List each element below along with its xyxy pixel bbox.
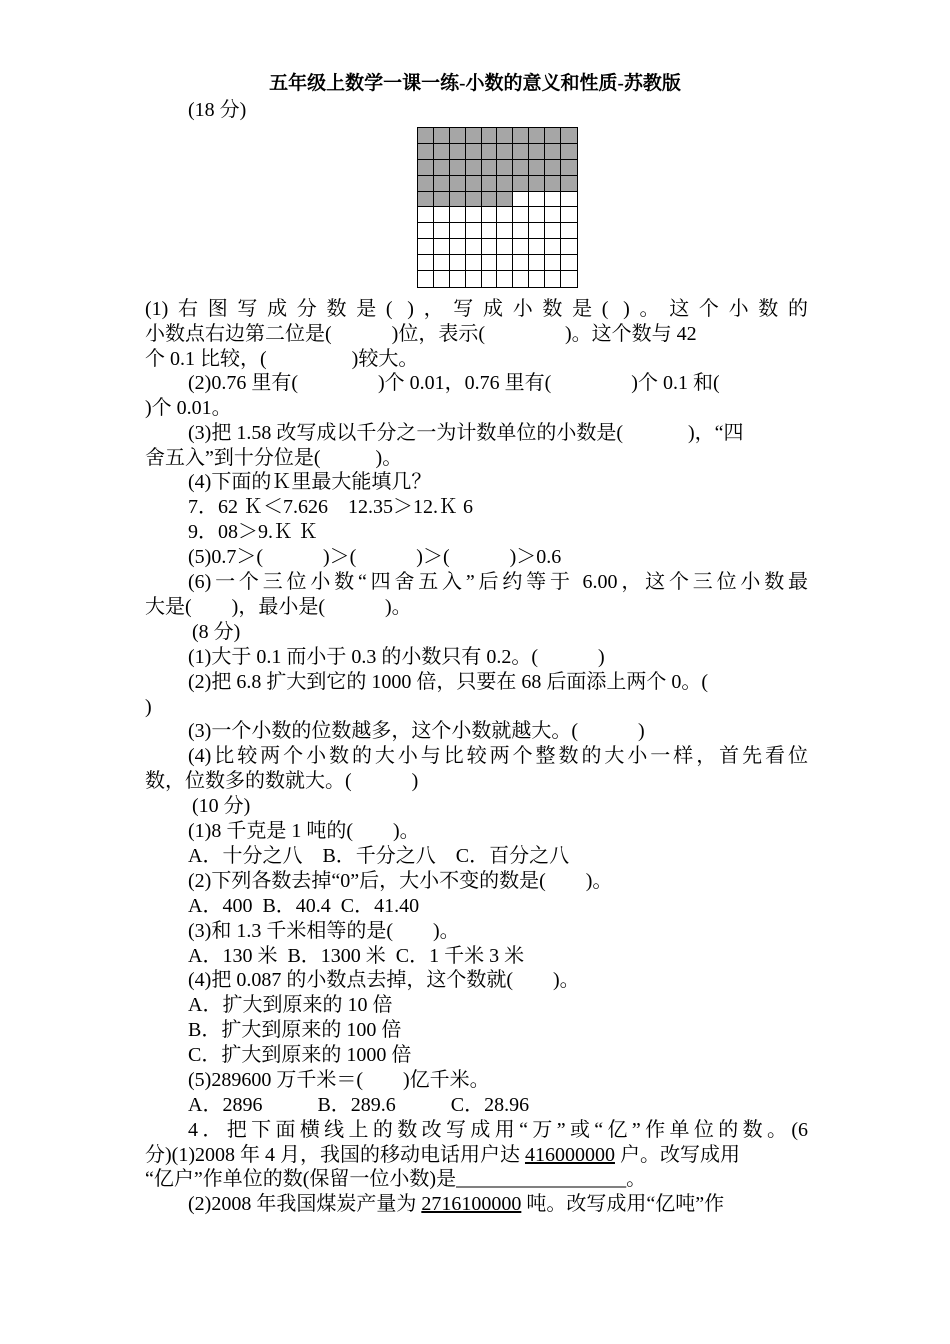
grid-cell-shaded bbox=[466, 192, 482, 208]
grid-cell-shaded bbox=[434, 144, 450, 160]
grid-cell bbox=[561, 271, 577, 287]
grid-cell bbox=[561, 239, 577, 255]
s1-q4-line-1: (4)下面的Ｋ里最大能填几？ bbox=[188, 471, 432, 493]
s4-intro: 4．把下面横线上的数改写成用“万”或“亿”作单位的数。(6 bbox=[188, 1119, 808, 1141]
grid-cell bbox=[418, 255, 434, 271]
grid-cell bbox=[529, 239, 545, 255]
grid-cell-shaded bbox=[466, 144, 482, 160]
s2-q4-line-1: (4)比较两个小数的大小与比较两个整数的大小一样，首先看位 bbox=[188, 745, 808, 767]
grid-cell bbox=[450, 271, 466, 287]
s1-q6-line-2: 大是( )，最小是( )。 bbox=[145, 596, 412, 618]
grid-cell-shaded bbox=[482, 176, 498, 192]
s4-line-2-text-a: 分)(1)2008 年 4 月，我国的移动电话用户达 bbox=[145, 1144, 520, 1166]
grid-cell bbox=[561, 255, 577, 271]
s3-q3-options: A．130 米 B．1300 米 C．1 千米 3 米 bbox=[188, 945, 525, 967]
section-3-score: (10 分) bbox=[192, 795, 251, 817]
s3-q1-options: A．十分之八 B．千分之八 C．百分之八 bbox=[188, 845, 570, 867]
s4-line-2 bbox=[145, 1143, 740, 1168]
grid-cell-shaded bbox=[561, 144, 577, 160]
s1-q3-line-2: 舍五入”到十分位是( )。 bbox=[145, 447, 403, 469]
grid-cell bbox=[529, 271, 545, 287]
grid-cell bbox=[466, 239, 482, 255]
grid-cell bbox=[434, 239, 450, 255]
s3-q4-option-c: C．扩大到原来的 1000 倍 bbox=[188, 1044, 412, 1066]
grid-cell bbox=[434, 207, 450, 223]
grid-cell-shaded bbox=[482, 192, 498, 208]
grid-cell-shaded bbox=[482, 144, 498, 160]
grid-cell-shaded bbox=[497, 144, 513, 160]
grid-cell bbox=[545, 239, 561, 255]
grid-cell-shaded bbox=[513, 128, 529, 144]
grid-cell-shaded bbox=[497, 192, 513, 208]
grid-cell-shaded bbox=[561, 176, 577, 192]
s3-q5-options: A．2896 B．289.6 C．28.96 bbox=[188, 1094, 530, 1116]
grid-cell bbox=[450, 223, 466, 239]
grid-cell bbox=[482, 223, 498, 239]
grid-cell bbox=[529, 223, 545, 239]
s2-q2-line-2: ) bbox=[145, 696, 152, 718]
grid-cell-shaded bbox=[497, 176, 513, 192]
grid-cell-shaded bbox=[418, 144, 434, 160]
s3-q2-options: A．400 B．40.4 C．41.40 bbox=[188, 895, 420, 917]
s1-q5: (5)0.7＞( )＞( )＞( )＞0.6 bbox=[188, 546, 562, 568]
s1-q6-line-1: (6)一个三位小数“四舍五入”后约等于 6.00，这个三位小数最 bbox=[188, 571, 808, 593]
grid-cell-shaded bbox=[418, 128, 434, 144]
grid-cell bbox=[545, 271, 561, 287]
section-2-score: (8 分) bbox=[192, 621, 241, 643]
grid-cell bbox=[434, 223, 450, 239]
grid-cell bbox=[434, 255, 450, 271]
grid-cell-shaded bbox=[450, 160, 466, 176]
grid-cell-shaded bbox=[497, 160, 513, 176]
grid-cell bbox=[545, 207, 561, 223]
grid-cell bbox=[466, 271, 482, 287]
grid-cell bbox=[513, 192, 529, 208]
s1-q4-line-2: 7．62 Ｋ＜7.626 12.35＞12.Ｋ 6 bbox=[188, 496, 473, 518]
grid-cell bbox=[561, 207, 577, 223]
coal-output-number: 2716100000 bbox=[421, 1193, 522, 1215]
grid-cell-shaded bbox=[466, 160, 482, 176]
grid-cell-shaded bbox=[545, 176, 561, 192]
grid-cell bbox=[466, 223, 482, 239]
s4-line-4-text-b: 吨。改写成用“亿吨”作 bbox=[526, 1193, 725, 1215]
s1-q2-line-2: )个 0.01。 bbox=[145, 397, 232, 419]
s3-q2: (2)下列各数去掉“0”后，大小不变的数是( )。 bbox=[188, 870, 613, 892]
grid-cell bbox=[497, 271, 513, 287]
grid-cell bbox=[561, 192, 577, 208]
grid-cell-shaded bbox=[450, 144, 466, 160]
grid-cell bbox=[466, 255, 482, 271]
grid-cell bbox=[482, 271, 498, 287]
grid-cell-shaded bbox=[466, 176, 482, 192]
grid-cell bbox=[529, 192, 545, 208]
grid-cell bbox=[513, 223, 529, 239]
grid-cell-shaded bbox=[545, 128, 561, 144]
grid-cell-shaded bbox=[482, 160, 498, 176]
s2-q1: (1)大于 0.1 而小于 0.3 的小数只有 0.2。( ) bbox=[188, 646, 605, 668]
grid-cell-shaded bbox=[434, 160, 450, 176]
grid-cell-shaded bbox=[529, 128, 545, 144]
grid-cell-shaded bbox=[513, 160, 529, 176]
section-1-score: (18 分) bbox=[188, 99, 247, 121]
grid-cell bbox=[418, 223, 434, 239]
mobile-users-number: 416000000 bbox=[524, 1144, 615, 1166]
grid-cell-shaded bbox=[513, 144, 529, 160]
grid-cell-shaded bbox=[529, 160, 545, 176]
page-title: 五年级上数学一课一练-小数的意义和性质-苏教版 bbox=[269, 73, 681, 94]
s3-q3: (3)和 1.3 千米相等的是( )。 bbox=[188, 920, 460, 942]
grid-cell-shaded bbox=[434, 176, 450, 192]
s3-q1: (1)8 千克是 1 吨的( )。 bbox=[188, 820, 420, 842]
s3-q4-option-b: B．扩大到原来的 100 倍 bbox=[188, 1019, 402, 1041]
s4-line-4 bbox=[188, 1192, 724, 1217]
s2-q3: (3)一个小数的位数越多，这个小数就越大。( ) bbox=[188, 720, 645, 742]
grid-cell bbox=[450, 255, 466, 271]
s2-q4-line-2: 数，位数多的数就大。( ) bbox=[145, 770, 419, 792]
s1-q1-line-2: 小数点右边第二位是( )位，表示( )。这个数与 42 bbox=[145, 323, 697, 345]
grid-cell bbox=[545, 223, 561, 239]
grid-cell bbox=[545, 255, 561, 271]
hundred-square-grid bbox=[417, 127, 578, 288]
s1-q3-line-1: (3)把 1.58 改写成以千分之一为计数单位的小数是( )，“四 bbox=[188, 422, 744, 444]
grid-cell bbox=[497, 239, 513, 255]
grid-cell bbox=[418, 271, 434, 287]
grid-cell bbox=[418, 207, 434, 223]
grid-cell-shaded bbox=[466, 128, 482, 144]
grid-cell bbox=[497, 207, 513, 223]
grid-cell-shaded bbox=[450, 176, 466, 192]
grid-cell-shaded bbox=[545, 144, 561, 160]
grid-cell bbox=[529, 207, 545, 223]
grid-cell bbox=[513, 239, 529, 255]
grid-cell bbox=[561, 223, 577, 239]
s3-q4-option-a: A．扩大到原来的 10 倍 bbox=[188, 994, 393, 1016]
grid-cell-shaded bbox=[529, 144, 545, 160]
grid-cell-shaded bbox=[418, 176, 434, 192]
s4-line-3 bbox=[145, 1167, 646, 1192]
s2-q2-line-1: (2)把 6.8 扩大到它的 1000 倍，只要在 68 后面添上两个 0。( bbox=[188, 671, 708, 693]
grid-cell bbox=[482, 207, 498, 223]
grid-cell bbox=[418, 239, 434, 255]
grid-cell-shaded bbox=[482, 128, 498, 144]
s4-line-3-text-b: 。 bbox=[626, 1168, 647, 1190]
s3-q5: (5)289600 万千米＝( )亿千米。 bbox=[188, 1069, 490, 1091]
grid-cell bbox=[450, 239, 466, 255]
s1-q1-line-3: 个 0.1 比较，( )较大。 bbox=[145, 348, 419, 370]
grid-cell bbox=[450, 207, 466, 223]
answer-blank: _________________ bbox=[456, 1168, 627, 1190]
grid-cell bbox=[529, 255, 545, 271]
grid-cell bbox=[482, 239, 498, 255]
grid-cell bbox=[466, 207, 482, 223]
grid-cell bbox=[545, 192, 561, 208]
grid-cell-shaded bbox=[450, 128, 466, 144]
grid-cell bbox=[513, 255, 529, 271]
s3-q4: (4)把 0.087 的小数点去掉，这个数就( )。 bbox=[188, 969, 580, 991]
grid-cell bbox=[434, 271, 450, 287]
s4-line-2-text-b: 户。改写成用 bbox=[619, 1144, 740, 1166]
grid-cell-shaded bbox=[529, 176, 545, 192]
s4-line-3-text-a: “亿户”作单位的数(保留一位小数)是 bbox=[145, 1168, 457, 1190]
s1-q1-line-1: (1)右图写成分数是( )，写成小数是( )。这个小数的 bbox=[145, 298, 808, 320]
grid-cell bbox=[513, 271, 529, 287]
grid-cell bbox=[497, 223, 513, 239]
grid-cell-shaded bbox=[561, 160, 577, 176]
grid-cell-shaded bbox=[434, 192, 450, 208]
grid-cell-shaded bbox=[545, 160, 561, 176]
grid-cell-shaded bbox=[561, 128, 577, 144]
grid-cell bbox=[482, 255, 498, 271]
grid-cell-shaded bbox=[418, 192, 434, 208]
grid-cell-shaded bbox=[418, 160, 434, 176]
grid-cell bbox=[513, 207, 529, 223]
grid-cell bbox=[497, 255, 513, 271]
s1-q2-line-1: (2)0.76 里有( )个 0.01，0.76 里有( )个 0.1 和( bbox=[188, 372, 720, 394]
grid-cell-shaded bbox=[497, 128, 513, 144]
grid-cell-shaded bbox=[513, 176, 529, 192]
grid-cell-shaded bbox=[450, 192, 466, 208]
s1-q4-line-3: 9．08＞9.Ｋ Ｋ bbox=[188, 521, 318, 543]
s4-line-4-text-a: (2)2008 年我国煤炭产量为 bbox=[188, 1193, 417, 1215]
grid-cell-shaded bbox=[434, 128, 450, 144]
